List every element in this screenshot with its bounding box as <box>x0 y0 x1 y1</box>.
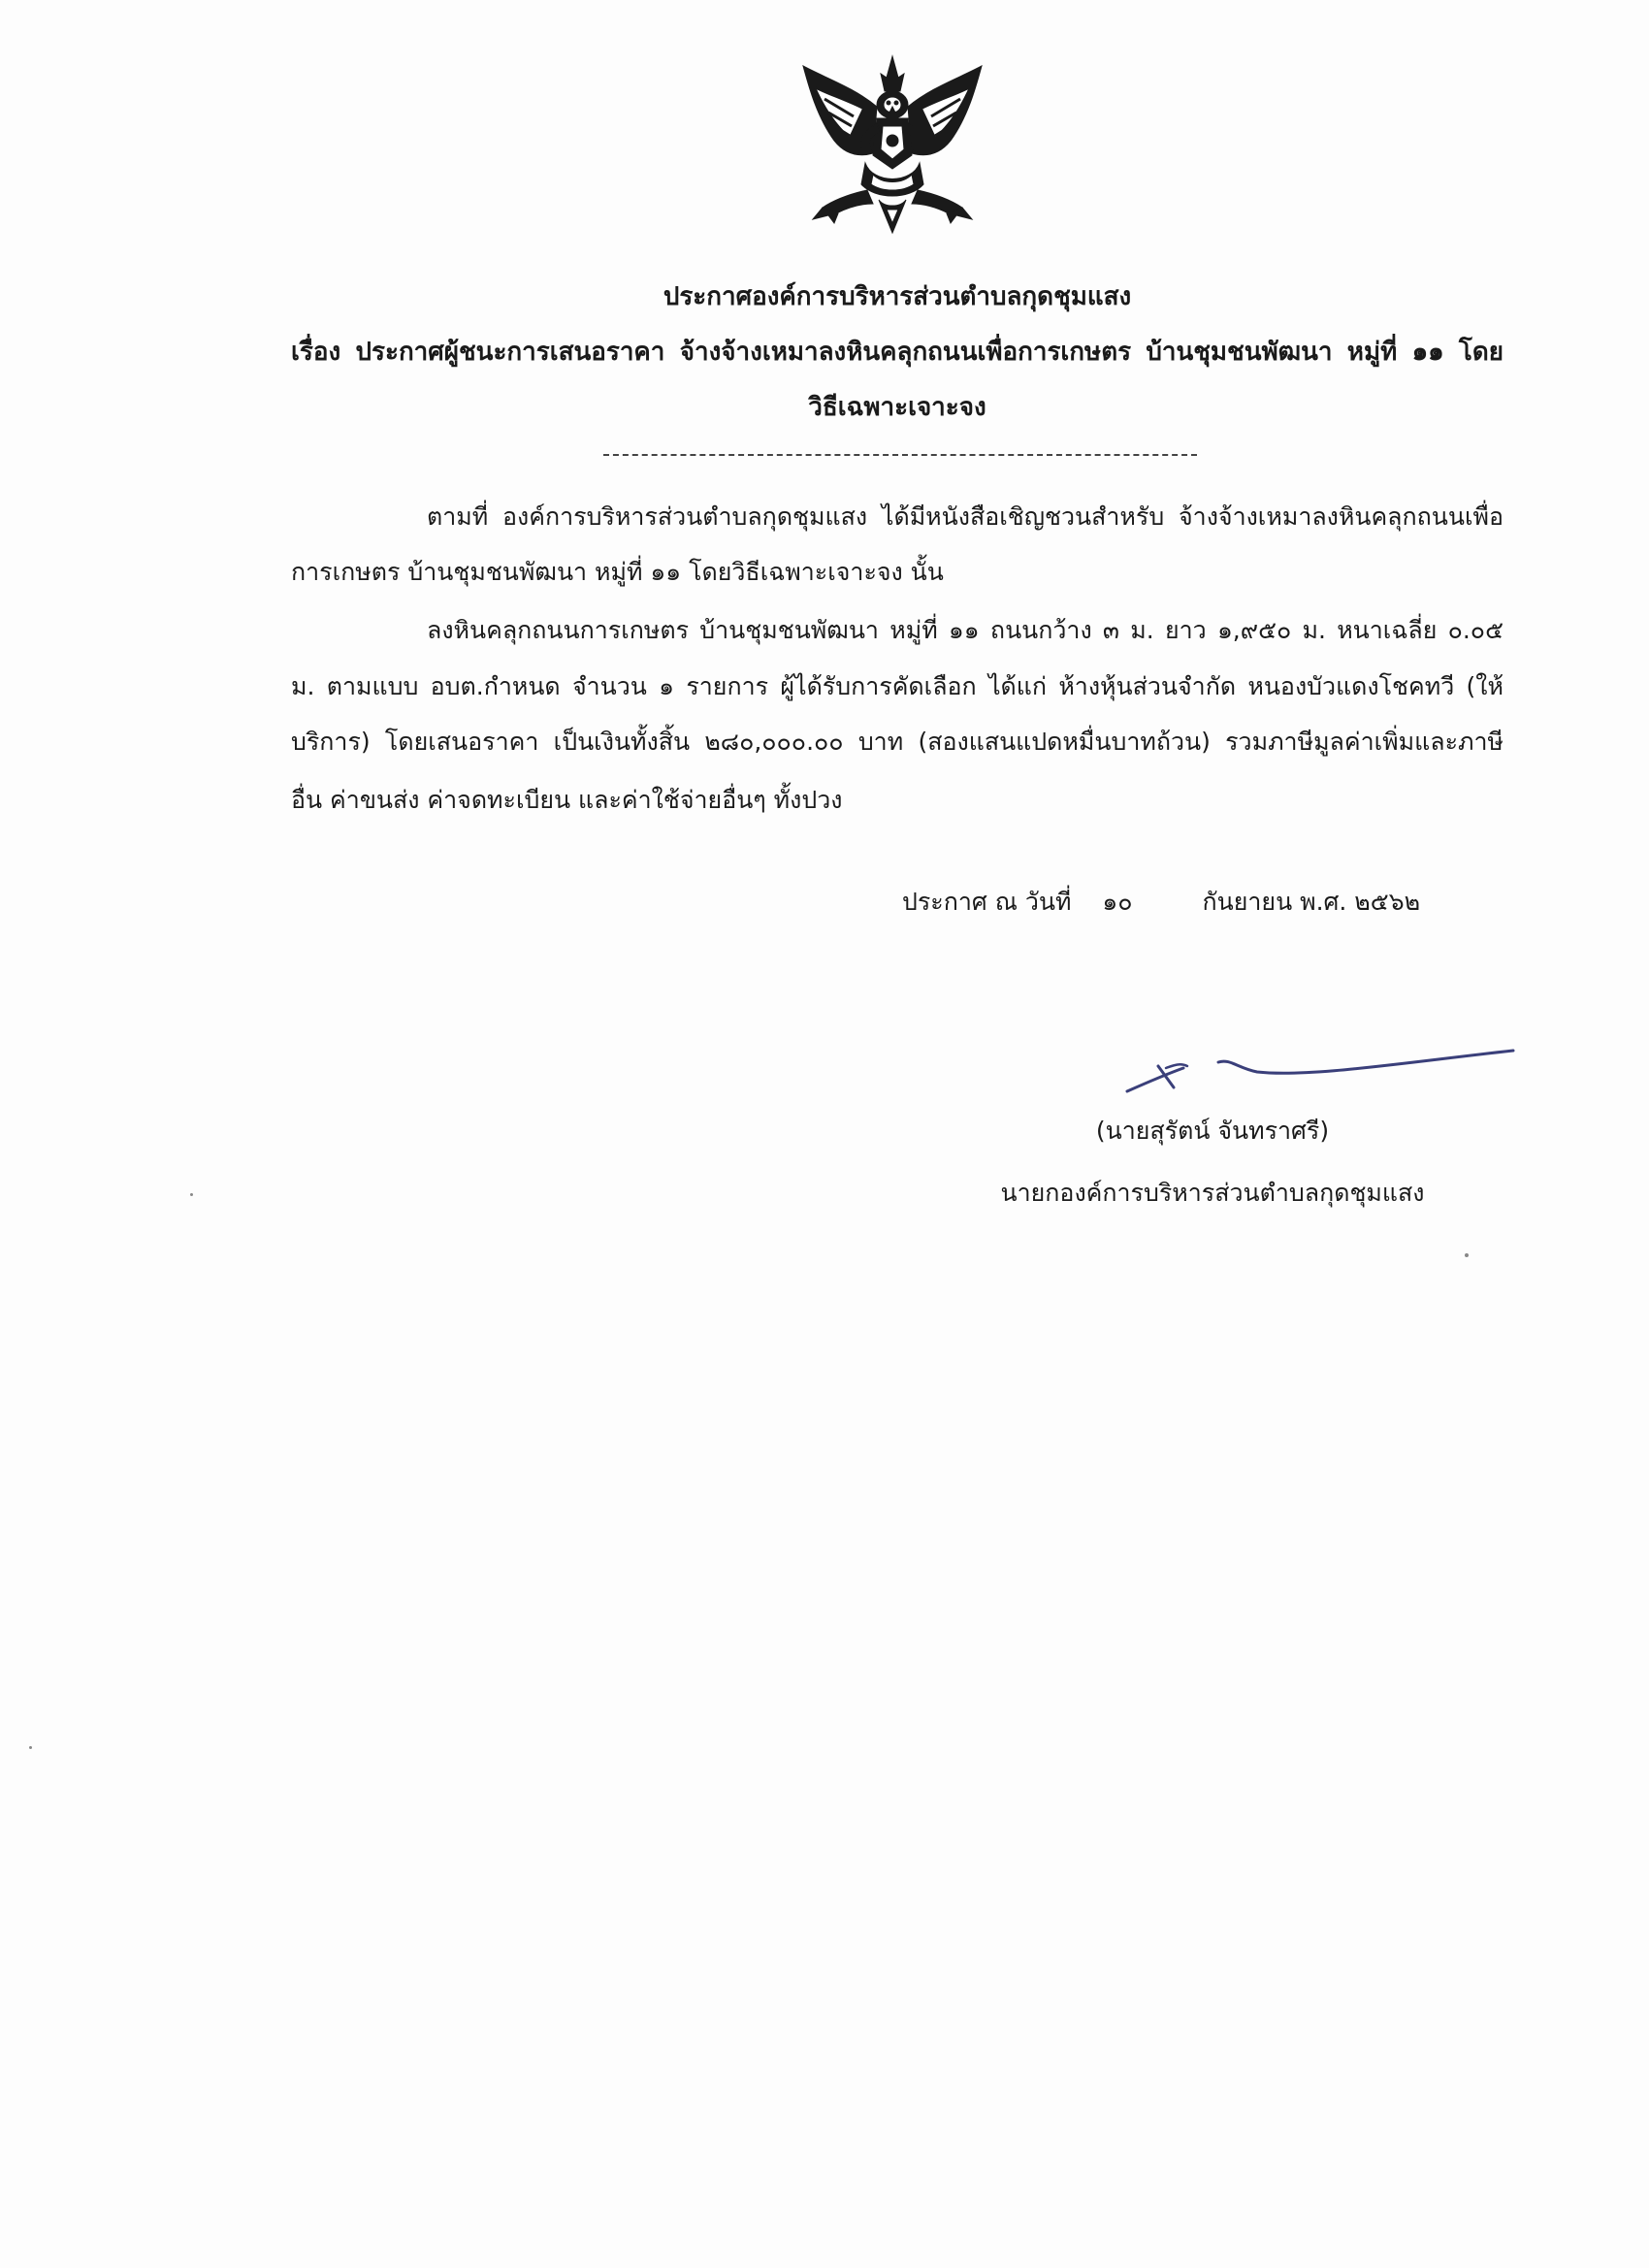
announcement-title: ประกาศองค์การบริหารส่วนตำบลกุดชุมแสง <box>663 282 1132 311</box>
paragraph-2-line-4: อื่น ค่าขนส่ง ค่าจดทะเบียน และค่าใช้จ่ายอื่นๆ ทั้งปวง <box>291 786 843 814</box>
announcement-subject-continued: วิธีเฉพาะเจาะจง <box>808 393 986 422</box>
header-divider <box>603 454 1197 456</box>
paragraph-2-line-1: ลงหินคลุกถนนการเกษตร บ้านชุมชนพัฒนา หมู่ที่ ๑๑ ถนนกว้าง ๓ ม. ยาว ๑,๙๕๐ ม. หนาเฉลี่ย ๐.๐๕ <box>427 616 1504 644</box>
scan-speck <box>29 1746 32 1749</box>
announcement-subject: เรื่อง ประกาศผู้ชนะการเสนอราคา จ้างจ้างเหมาลงหินคลุกถนนเพื่อการเกษตร บ้านชุมชนพัฒนา หมู่ที่ ๑๑ โดย <box>291 338 1504 367</box>
handwritten-signature <box>1116 1033 1523 1101</box>
scan-speck <box>190 1193 193 1196</box>
signer-name: (นายสุรัตน์ จันทราศรี) <box>1095 1117 1330 1145</box>
scan-speck <box>1465 1253 1469 1257</box>
date-prefix: ประกาศ ณ วันที่ <box>902 888 1072 916</box>
garuda-emblem-icon <box>795 49 989 243</box>
date-month-year: กันยายน พ.ศ. ๒๕๖๒ <box>1202 888 1421 916</box>
paragraph-1-line-2: การเกษตร บ้านชุมชนพัฒนา หมู่ที่ ๑๑ โดยวิธีเฉพาะเจาะจง นั้น <box>291 558 944 586</box>
paragraph-2-line-2: ม. ตามแบบ อบต.กำหนด จำนวน ๑ รายการ ผู้ได้รับการคัดเลือก ได้แก่ ห้างหุ้นส่วนจำกัด หนองบัวแดงโชคทวี (ให้ <box>291 672 1504 700</box>
paragraph-2-line-3: บริการ) โดยเสนอราคา เป็นเงินทั้งสิ้น ๒๘๐,๐๐๐.๐๐ บาท (สองแสนแปดหมื่นบาทถ้วน) รวมภาษีมูลค่าเพิ่มและภาษี <box>291 728 1504 756</box>
date-day: ๑๐ <box>1102 888 1133 916</box>
signer-position: นายกองค์การบริหารส่วนตำบลกุดชุมแสง <box>1000 1179 1425 1207</box>
paragraph-1-line-1: ตามที่ องค์การบริหารส่วนตำบลกุดชุมแสง ได้มีหนังสือเชิญชวนสำหรับ จ้างจ้างเหมาลงหินคลุกถนนเพื่อ <box>427 502 1504 531</box>
announcement-date <box>902 885 1420 920</box>
